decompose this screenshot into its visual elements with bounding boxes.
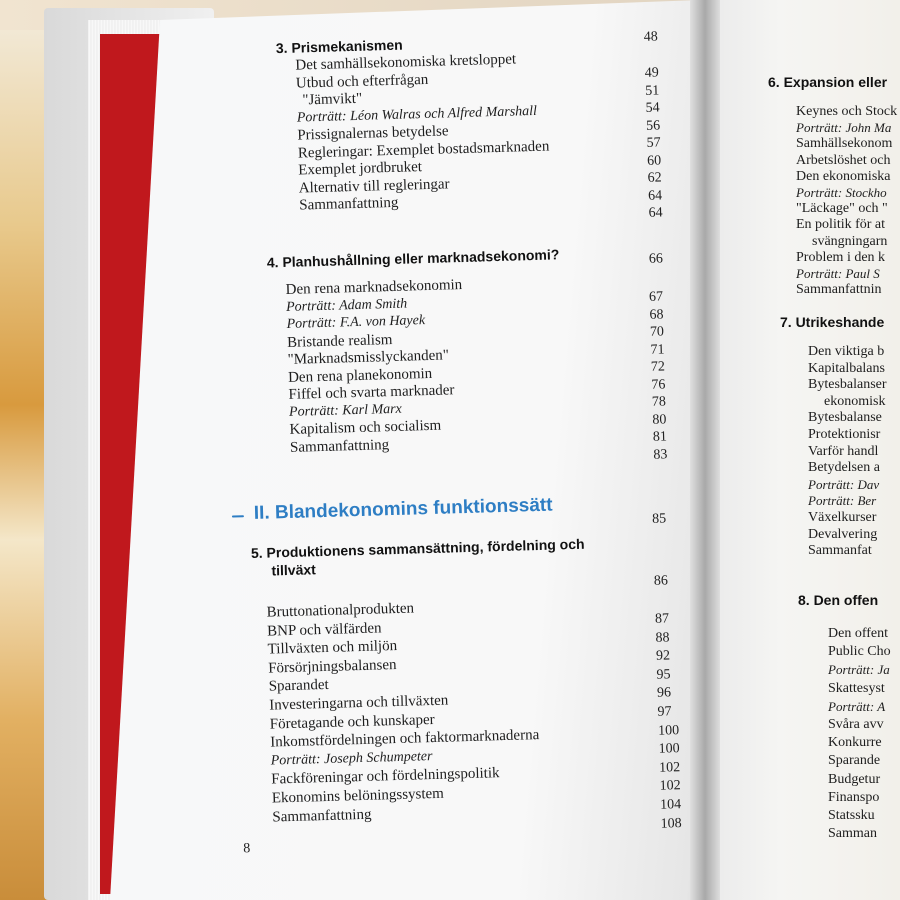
right-toc-entry: Den offent (828, 626, 888, 641)
right-toc-entry: Porträtt: Ber (808, 493, 877, 509)
chapter-5-heading-line2: tillväxt (271, 561, 317, 579)
chapter-5-page: 86 (653, 573, 669, 589)
right-toc-entry: Sammanfat (808, 543, 872, 559)
toc-entry: Porträtt: Joseph Schumpeter (270, 748, 433, 769)
toc-page-number: 54 (645, 100, 660, 116)
right-toc-entry: Keynes och Stock (796, 104, 898, 119)
right-toc-entry: Porträtt: Stockho (796, 185, 887, 200)
chapter-5-heading-line1: 5. Produktionens sammansättning, fördelning och (250, 535, 585, 562)
right-toc-entry: Porträtt: John Ma (796, 120, 892, 136)
toc-entry: Sammanfattning (289, 436, 390, 456)
toc-page-number: 49 (644, 65, 659, 81)
toc-entry: Sparandet (268, 677, 329, 695)
toc-page-number: 60 (646, 152, 662, 169)
toc-page-number: 70 (649, 324, 665, 340)
toc-page-number: 83 (653, 446, 668, 463)
toc-page-number: 102 (659, 778, 681, 795)
toc-entry: Porträtt: Karl Marx (288, 401, 402, 420)
toc-entry: Utbud och efterfrågan (295, 71, 429, 92)
toc-page-number: 87 (654, 611, 670, 627)
right-toc-entry: Protektionisr (808, 427, 881, 442)
part-2-page: 85 (651, 511, 667, 527)
right-toc-entry: Konkurre (828, 735, 882, 751)
right-toc-entry: Den ekonomiska (796, 168, 891, 184)
right-toc-entry: Finanspo (828, 789, 880, 805)
toc-page-number: 95 (656, 667, 671, 683)
right-toc-entry: svängningarn (812, 233, 888, 249)
right-toc-entry: Samhällsekonom (796, 136, 893, 152)
part-2-heading: II. Blandekonomins funktionssätt (253, 494, 553, 524)
right-toc-entry: Porträtt: Paul S (796, 266, 880, 281)
right-toc-entry: Devalvering (808, 526, 878, 542)
toc-page-number: 88 (655, 629, 670, 646)
right-toc-entry: Problem i den k (796, 249, 886, 265)
right-toc-entry: Budgetur (828, 771, 881, 787)
toc-page-number: 62 (647, 170, 662, 186)
toc-page-number: 108 (660, 815, 682, 832)
toc-entry: Den rena marknadsekonomin (285, 277, 463, 298)
toc-entry: Fiffel och svarta marknader (288, 382, 455, 403)
right-toc-entry: ekonomisk (824, 393, 886, 409)
right-toc-entry: Växelkurser (808, 510, 877, 525)
right-toc-entry: Betydelsen a (808, 460, 880, 476)
chapter-7-heading: 7. Utrikeshande (780, 314, 885, 330)
toc-entry: Tillväxten och miljön (267, 638, 398, 658)
chapter-8-heading: 8. Den offen (798, 592, 879, 608)
right-toc-entry: Kapitalbalans (808, 360, 885, 376)
toc-entry: Försörjningsbalansen (267, 656, 397, 677)
toc-entry: Regleringar: Exemplet bostadsmarknaden (297, 138, 550, 162)
toc-page-number: 64 (647, 187, 663, 204)
toc-entry: Exemplet jordbruket (298, 159, 423, 179)
toc-entry: Kapitalism och socialism (289, 417, 442, 438)
right-toc-entry: Arbetslöshet och (796, 152, 891, 168)
toc-entry: Porträtt: F.A. von Hayek (286, 313, 426, 332)
chapter-6-heading: 6. Expansion eller (768, 74, 888, 90)
toc-page-number: 67 (648, 289, 664, 305)
right-toc-entry: Statssku (828, 808, 875, 823)
toc-page-number: 100 (658, 741, 680, 757)
right-toc-entry: Varför handl (808, 443, 879, 459)
toc-entry: Inkomstfördelningen och faktormarknaderna (270, 727, 540, 751)
toc-page-number: 102 (658, 759, 681, 776)
chapter-3-page: 48 (643, 29, 658, 45)
right-toc-entry: Bytesbalanse (808, 410, 882, 426)
toc-entry: BNP och välfärden (266, 620, 382, 640)
toc-page-number: 56 (645, 117, 661, 134)
right-toc-entry: Samman (828, 826, 877, 842)
right-toc-entry: Public Cho (828, 644, 891, 660)
right-toc-entry: Porträtt: Ja (828, 662, 890, 678)
toc-entry: "Jämvikt" (302, 90, 363, 109)
right-toc-entry: Den viktiga b (808, 344, 885, 359)
right-toc-entry: Sparande (828, 753, 881, 769)
toc-page-number: 78 (651, 394, 667, 410)
toc-entry: Prissignalernas betydelse (297, 123, 449, 144)
right-toc-entry: Skattesyst (828, 680, 885, 696)
toc-page-number: 100 (657, 722, 680, 739)
toc-entry: Sammanfattning (272, 806, 372, 826)
right-toc-entry: Bytesbalanser (808, 377, 887, 393)
toc-entry: Bruttonationalprodukten (266, 600, 415, 621)
toc-page-number: 80 (652, 411, 667, 428)
chapter-3-heading: 3. Prismekanismen (275, 36, 403, 57)
toc-entry: Alternativ till regleringar (298, 175, 450, 197)
toc-entry: Sammanfattning (299, 194, 399, 214)
toc-page-number: 104 (659, 797, 682, 813)
toc-entry: Ekonomins belöningssystem (271, 785, 445, 807)
toc-page-number: 92 (655, 648, 671, 664)
toc-page-number: 71 (650, 341, 665, 358)
right-toc-entry: Porträtt: Dav (808, 476, 880, 492)
page-number: 8 (243, 841, 251, 857)
toc-page-number: 72 (650, 359, 666, 375)
right-toc-entry: Svåra avv (828, 717, 884, 732)
toc-entry: Porträtt: Léon Walras och Alfred Marshall (296, 103, 538, 126)
toc-page-number: 96 (656, 685, 672, 702)
toc-page-number: 64 (648, 205, 663, 221)
right-toc-entry: "Läckage" och " (796, 201, 888, 217)
toc-entry: Fackföreningar och fördelningspolitik (271, 765, 500, 788)
right-toc-entry: Porträtt: A (828, 698, 886, 714)
chapter-4-heading: 4. Planhushållning eller marknadsekonomi? (266, 246, 560, 271)
toc-entry: Porträtt: Adam Smith (285, 296, 408, 315)
toc-page-number: 51 (645, 82, 660, 99)
toc-page-number: 57 (646, 135, 661, 151)
toc-entry: Investeringarna och tillväxten (269, 692, 449, 714)
chapter-4-page: 66 (648, 251, 664, 267)
right-toc-entry: En politik för at (796, 217, 886, 233)
toc-page-number: 76 (651, 376, 666, 393)
toc-entry: Företagande och kunskaper (269, 711, 435, 733)
toc-page-number: 81 (652, 429, 668, 445)
toc-page-number: 68 (649, 306, 664, 323)
toc-page-number: 97 (657, 704, 672, 720)
toc-entry: Den rena planekonomin (287, 365, 433, 386)
right-toc-entry: Sammanfattnin (796, 282, 882, 298)
toc-entry: "Marknadsmisslyckanden" (287, 347, 450, 368)
toc-entry: Det samhällsekonomiska kretsloppet (295, 51, 517, 74)
pen-mark (232, 515, 244, 517)
toc-entry: Bristande realism (286, 331, 393, 351)
